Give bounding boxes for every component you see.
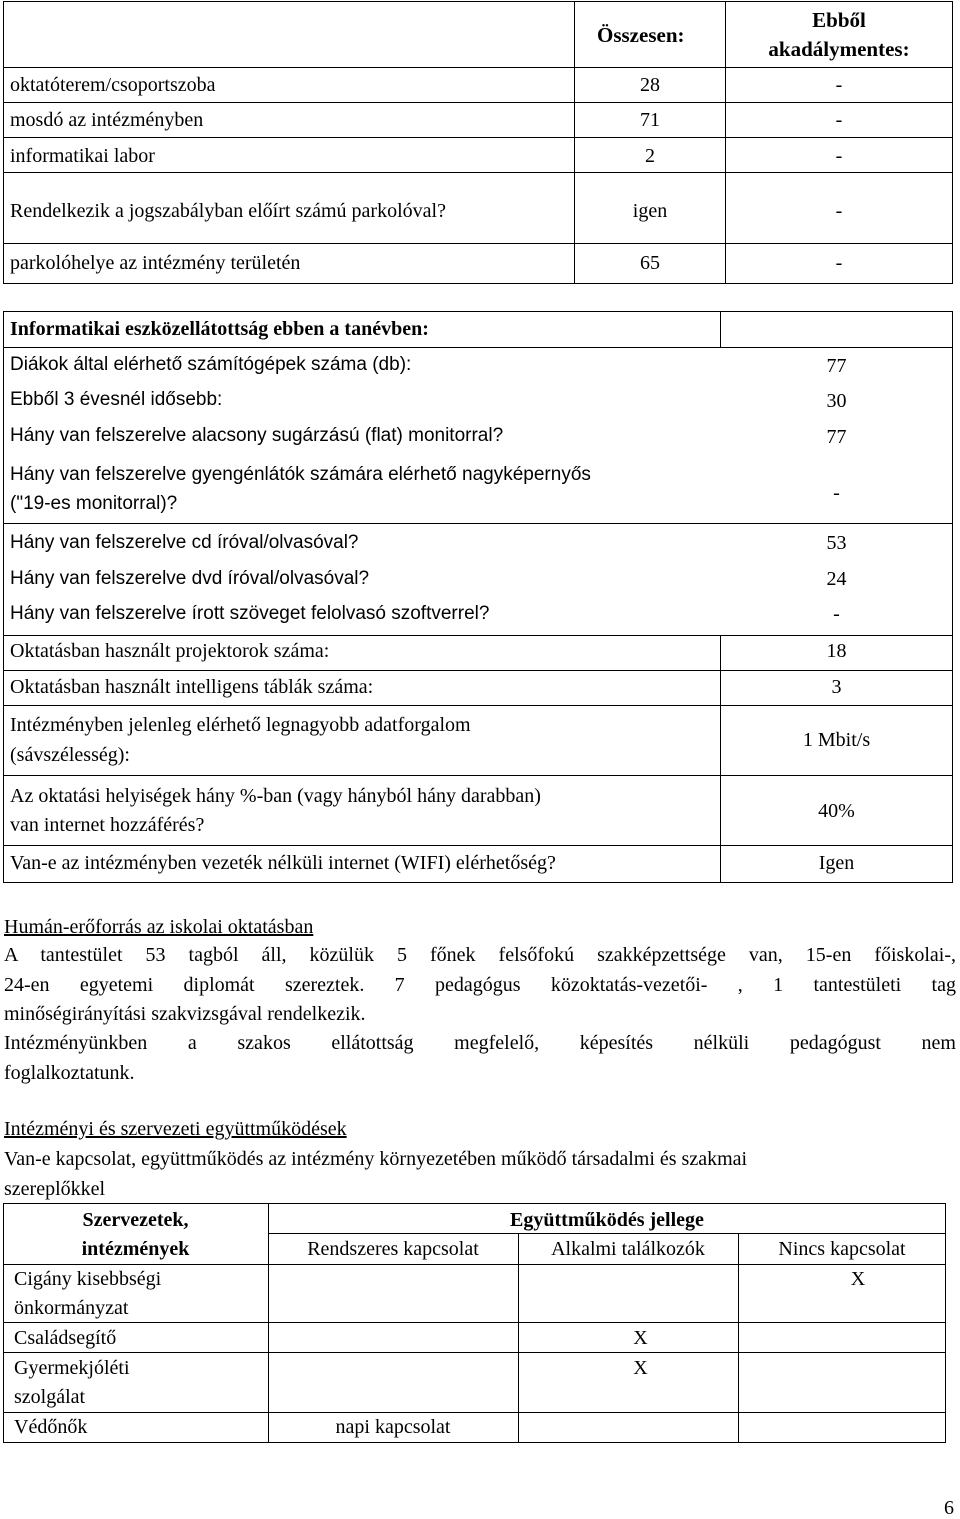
table2-title-value-cell (720, 311, 953, 348)
table3-org-name: Gyermekjóléti (14, 1357, 130, 1379)
table2-row-value: - (833, 603, 840, 625)
text-line: 24-en egyetemi diplomát szereztek. 7 pedagógus közoktatás-vezetői- , 1 tantestületi tag (4, 973, 956, 996)
table1-header-total: Összesen: (597, 23, 685, 47)
table2-row-value: 40% (818, 800, 855, 822)
table1-row-total: 2 (645, 145, 655, 167)
table1-header-accessible-line2: akadálymentes: (768, 37, 910, 61)
text-line: szereplőkkel (4, 1177, 106, 1200)
table1-header-accessible-line1: Ebből (812, 8, 866, 32)
table3-col-occasional: Alkalmi találkozók (551, 1238, 705, 1260)
table2-row-value: 18 (826, 640, 847, 662)
table2-row-value: 77 (826, 355, 847, 377)
table2-row-label: Az oktatási helyiségek hány %-ban (vagy hányból hány darabban) (10, 785, 541, 807)
table2-row-label: Hány van felszerelve dvd íróval/olvasóval? (10, 568, 370, 589)
text-line: Van-e kapcsolat, együttműködés az intézmény környezetében működő társadalmi és szakmai (4, 1148, 748, 1170)
table1-row-label: parkolóhelye az intézmény területén (10, 252, 301, 274)
table1-row-accessible: - (835, 74, 843, 96)
table3-org-header-line2: intézmények (81, 1238, 190, 1260)
table3-coop-header: Együttműködés jellege (510, 1209, 704, 1231)
text-line: minőségirányítási szakvizsgával rendelkezik. (4, 1003, 366, 1025)
table2-row-label: Ebből 3 évesnél idősebb: (10, 389, 223, 410)
coop-heading: Intézményi és szervezeti együttműködések (4, 1118, 347, 1140)
table2-row-label: ("19-es monitorral)? (10, 493, 178, 514)
table1-row-label: informatikai labor (10, 145, 155, 167)
table2-row-value: 1 Mbit/s (802, 729, 871, 751)
table2-row-value: 3 (831, 676, 842, 698)
table1-header-empty-cell (3, 1, 575, 68)
table3-org-name: Cigány kisebbségi (14, 1268, 162, 1290)
table3-org-header-line1: Szervezetek, (82, 1209, 189, 1231)
table2-row-value: 77 (826, 426, 847, 448)
table2-row-value: 24 (826, 568, 847, 590)
table2-row-label: Hány van felszerelve gyengénlátók számára elérhető nagyképernyős (10, 464, 591, 485)
table2-row-label: van internet hozzáférés? (10, 814, 205, 836)
table3-org-name: Családsegítő (14, 1327, 117, 1349)
hr-paragraph-2 (4, 1029, 956, 1088)
coop-intro (4, 1145, 956, 1204)
table2-row-label: Intézményben jelenleg elérhető legnagyobb adatforgalom (10, 714, 471, 736)
text-line: Intézményünkben a szakos ellátottság megfelelő, képesítés nélküli pedagógust nem (4, 1032, 956, 1054)
table3-cell-occasional: X (633, 1327, 648, 1349)
table3-org-name: önkormányzat (14, 1297, 129, 1319)
table3-org-name: szolgálat (14, 1386, 86, 1408)
table1-row-accessible: - (835, 109, 843, 131)
table3-cell-regular: napi kapcsolat (335, 1416, 451, 1438)
table2-row-value: - (833, 482, 840, 504)
table3-org-name: Védőnők (14, 1416, 88, 1438)
table1-row-total: igen (632, 200, 668, 222)
table2-row-label: Diákok által elérhető számítógépek száma (db): (10, 354, 412, 375)
table2-title: Informatikai eszközellátottság ebben a tanévben: (10, 318, 429, 340)
table2-row-value: Igen (818, 852, 855, 874)
page-number: 6 (944, 1497, 954, 1519)
table3-col-none: Nincs kapcsolat (778, 1238, 906, 1260)
table2-row-label: Hány van felszerelve írott szöveget felolvasó szoftverrel? (10, 603, 490, 624)
text-line: A tantestület 53 tagból áll, közülük 5 főnek felsőfokú szakképzettsége van, 15-en főiskolai-, (4, 944, 956, 966)
table2-row-label: Oktatásban használt projektorok száma: (10, 640, 330, 662)
table3-col-regular: Rendszeres kapcsolat (307, 1238, 479, 1260)
table1-row-label: mosdó az intézményben (10, 109, 204, 131)
table1-row-total: 65 (640, 252, 660, 274)
hr-paragraph-1 (4, 941, 956, 1030)
table2-row-label: (sávszélesség): (10, 744, 130, 766)
table2-row-label: Van-e az intézményben vezeték nélküli internet (WIFI) elérhetőség? (10, 852, 556, 874)
table2-row-label: Hány van felszerelve alacsony sugárzású (flat) monitorral? (10, 425, 504, 446)
table1-row-accessible: - (835, 252, 843, 274)
table1-row-accessible: - (835, 145, 843, 167)
table2-row-label: Oktatásban használt intelligens táblák száma: (10, 676, 374, 698)
text-line: foglalkoztatunk. (4, 1061, 135, 1084)
table1-row-label: oktatóterem/csoportszoba (10, 74, 216, 96)
table1-row-total: 71 (640, 109, 660, 131)
table1-row-accessible: - (835, 200, 843, 222)
table1-row-label: Rendelkezik a jogszabályban előírt számú parkolóval? (10, 200, 446, 222)
table2-row-value: 53 (826, 532, 847, 554)
table2-row-label: Hány van felszerelve cd íróval/olvasóval? (10, 532, 359, 553)
hr-heading: Humán-erőforrás az iskolai oktatásban (4, 916, 314, 938)
table3-cell-occasional: X (633, 1357, 648, 1379)
table3-cell-none: X (850, 1268, 866, 1290)
table1-row-total: 28 (640, 74, 660, 96)
table2-row-value: 30 (826, 390, 847, 412)
